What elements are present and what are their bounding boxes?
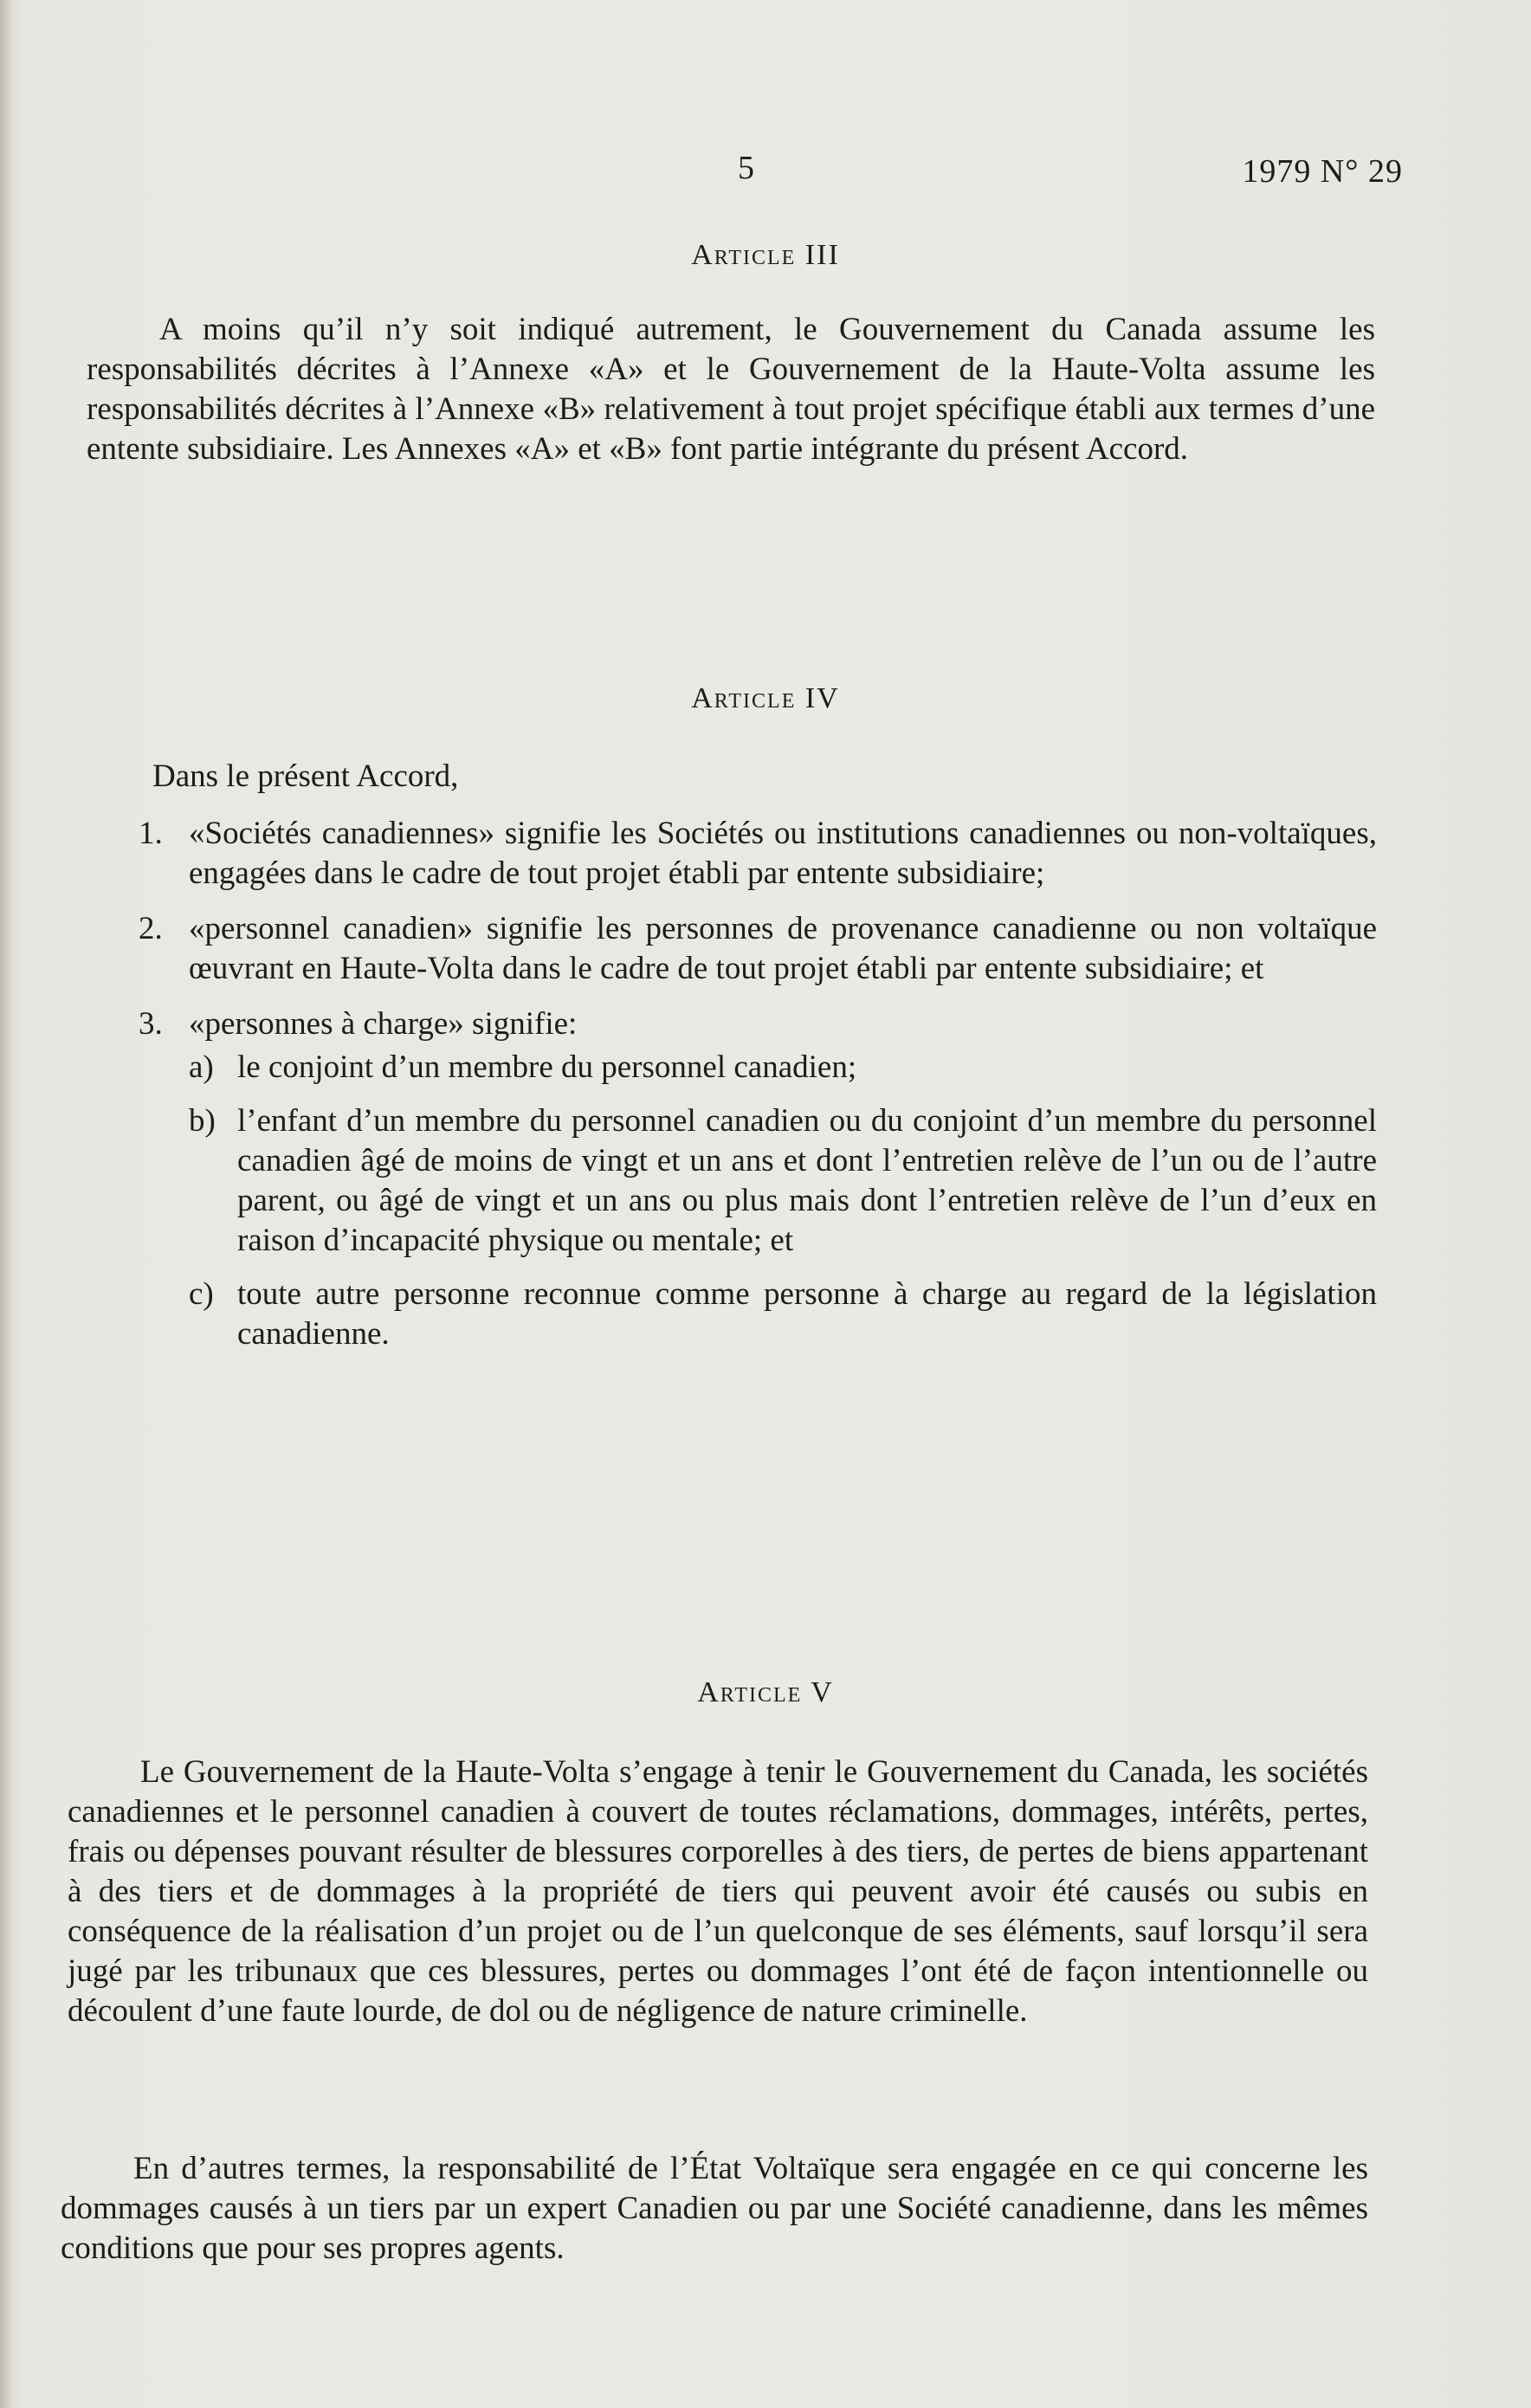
article-v-paragraph-1: Le Gouvernement de la Haute-Volta s’engage à tenir le Gouvernement du Canada, les sociétés canadiennes et le personnel canadien à couvert de toutes réclamations, dommages, intérêts, pertes, frais ou dépenses pouvant résulter de blessures corporelles à des tiers, de pertes de biens appartenant à des tiers et de dommages à la propriété de tiers qui peuvent avoir été causés ou subis en conséquence de la réalisation d’un projet ou de l’un quelconque de ses éléments, sauf lorsqu’il sera jugé par les tribunaux que ces blessures, pertes ou dommages l’ont été de façon intentionnelle ou découlent d’une faute lourde, de dol ou de négligence de nature criminelle. bbox=[68, 1754, 1368, 2029]
subitem-text: l’enfant d’un membre du personnel canadien ou du conjoint d’un membre du personnel canadien âgé de moins de vingt et un ans et dont l’entretien relève de l’un ou de l’autre parent, ou âgé de vingt et un ans ou plus mais dont l’entretien relève de l’un d’eux en raison d’incapacité physique ou mentale; et bbox=[237, 1103, 1377, 1258]
article-iii-text: A moins qu’il n’y soit indiqué autrement, le Gouvernement du Canada assume les responsabilités décrites à l’Annexe «A» et le Gouvernement de la Haute-Volta assume les responsabilités décrites à l’Annexe «B» relativement à tout projet spécifique établi aux termes d’une entente subsidiaire. Les Annexes «A» et «B» font partie intégrante du présent Accord. bbox=[87, 312, 1375, 467]
article-v-paragraph-2: En d’autres termes, la responsabilité de l’État Voltaïque sera engagée en ce qui concerne les dommages causés à un tiers par un expert Canadien ou par une Société canadienne, dans les mêmes conditions que pour ses propres agents. bbox=[61, 2151, 1368, 2266]
definition-text: «personnes à charge» signifie: bbox=[189, 1006, 578, 1042]
article-iv-intro: Dans le présent Accord, bbox=[152, 759, 459, 794]
article-iii-title: Article III bbox=[691, 239, 840, 271]
article-iv-title: Article IV bbox=[691, 682, 840, 714]
subitem-text: toute autre personne reconnue comme personne à charge au regard de la législation canadienne. bbox=[237, 1276, 1377, 1352]
definition-number: 2. bbox=[139, 911, 163, 946]
document-reference: 1979 N° 29 bbox=[1242, 153, 1403, 190]
subitem-letter: a) bbox=[189, 1049, 214, 1085]
definition-number: 1. bbox=[139, 816, 163, 851]
binding-edge bbox=[0, 0, 12, 2408]
definition-item-2 bbox=[139, 909, 1377, 989]
page-header bbox=[0, 149, 1531, 201]
definition-text: «Sociétés canadiennes» signifie les Sociétés ou institutions canadiennes ou non-voltaïques, engagées dans le cadre de tout projet établi par entente subsidiaire; bbox=[189, 816, 1377, 891]
page-number: 5 bbox=[738, 150, 754, 186]
article-v-title: Article V bbox=[697, 1676, 834, 1708]
subitem-letter: c) bbox=[189, 1276, 214, 1312]
definition-item-1 bbox=[139, 814, 1377, 894]
definition-number: 3. bbox=[139, 1006, 163, 1042]
dependants-sublist bbox=[189, 1048, 1377, 1354]
subitem-text: le conjoint d’un membre du personnel canadien; bbox=[237, 1049, 857, 1085]
dependant-item-c bbox=[189, 1275, 1377, 1354]
definition-item-3 bbox=[139, 1004, 1377, 1354]
dependant-item-a bbox=[189, 1048, 1377, 1088]
definition-text: «personnel canadien» signifie les personnes de provenance canadienne ou non voltaïque œuvrant en Haute-Volta dans le cadre de tout projet établi par entente subsidiaire; et bbox=[189, 911, 1377, 986]
dependant-item-b bbox=[189, 1101, 1377, 1261]
definitions-list bbox=[139, 814, 1377, 1370]
subitem-letter: b) bbox=[189, 1103, 216, 1139]
